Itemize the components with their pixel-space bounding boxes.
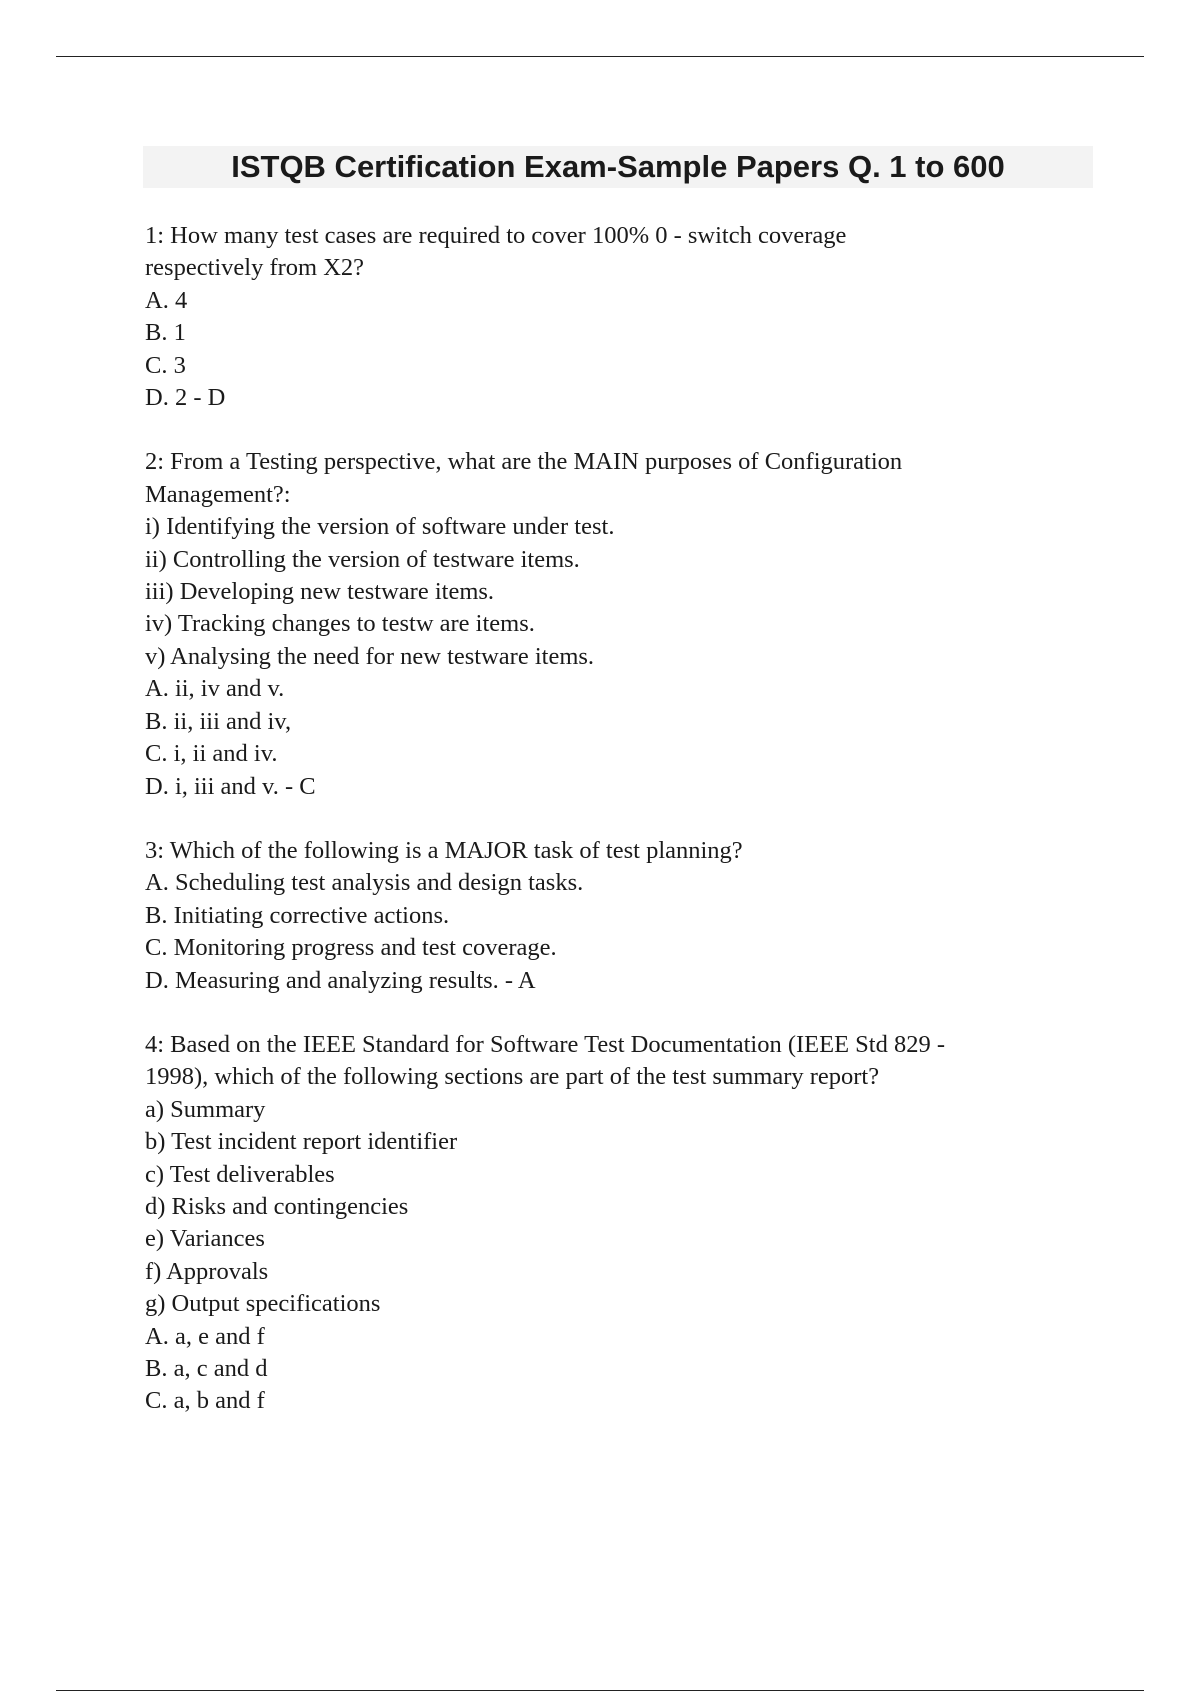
bottom-rule bbox=[56, 1690, 1144, 1691]
statement-item: b) Test incident report identifier bbox=[145, 1128, 458, 1156]
answer-option: C. 3 bbox=[145, 351, 186, 379]
answer-option: B. 1 bbox=[145, 319, 186, 347]
answer-option: C. a, b and f bbox=[145, 1387, 265, 1415]
answer-option: A. Scheduling test analysis and design tasks. bbox=[145, 869, 584, 897]
statement-item: iv) Tracking changes to testw are items. bbox=[145, 610, 535, 638]
answer-option: D. 2 - D bbox=[145, 384, 226, 412]
statement-item: d) Risks and contingencies bbox=[145, 1192, 409, 1220]
question-2 bbox=[145, 446, 1085, 802]
question-stem-line: 3: Which of the following is a MAJOR task of test planning? bbox=[145, 836, 743, 864]
answer-option: D. i, iii and v. - C bbox=[145, 772, 316, 800]
statement-item: i) Identifying the version of software under test. bbox=[145, 513, 615, 541]
answer-option: A. a, e and f bbox=[145, 1322, 265, 1350]
question-stem-line: 4: Based on the IEEE Standard for Software Test Documentation (IEEE Std 829 - bbox=[145, 1030, 946, 1058]
answer-option: A. 4 bbox=[145, 286, 188, 314]
top-rule bbox=[56, 56, 1144, 57]
statement-item: e) Variances bbox=[145, 1225, 265, 1253]
answer-option: D. Measuring and analyzing results. - A bbox=[145, 966, 536, 994]
answer-option: C. i, ii and iv. bbox=[145, 740, 278, 768]
answer-option: B. Initiating corrective actions. bbox=[145, 901, 450, 929]
answer-option: B. a, c and d bbox=[145, 1355, 268, 1382]
questions-list bbox=[145, 220, 1085, 1450]
document-title: ISTQB Certification Exam-Sample Papers Q. 1 to 600 bbox=[143, 146, 1093, 188]
question-3 bbox=[145, 835, 1085, 997]
answer-option: B. ii, iii and iv, bbox=[145, 707, 292, 735]
statement-item: v) Analysing the need for new testware items. bbox=[145, 642, 595, 670]
statement-item: f) Approvals bbox=[145, 1257, 269, 1285]
answer-option: C. Monitoring progress and test coverage. bbox=[145, 934, 557, 962]
statement-item: c) Test deliverables bbox=[145, 1160, 335, 1188]
question-stem-line: 2: From a Testing perspective, what are the MAIN purposes of Configuration bbox=[145, 448, 903, 476]
statement-item: ii) Controlling the version of testware items. bbox=[145, 545, 580, 573]
question-stem-line: 1: How many test cases are required to cover 100% 0 - switch coverage bbox=[145, 222, 847, 249]
question-4 bbox=[145, 1029, 1085, 1418]
statement-item: a) Summary bbox=[145, 1095, 266, 1123]
question-stem-line: respectively from X2? bbox=[145, 254, 365, 282]
question-stem-line: 1998), which of the following sections are part of the test summary report? bbox=[145, 1063, 880, 1091]
question-1 bbox=[145, 220, 1085, 414]
statement-item: g) Output specifications bbox=[145, 1290, 381, 1318]
answer-option: A. ii, iv and v. bbox=[145, 675, 285, 703]
statement-item: iii) Developing new testware items. bbox=[145, 578, 495, 606]
question-stem-line: Management?: bbox=[145, 480, 291, 508]
